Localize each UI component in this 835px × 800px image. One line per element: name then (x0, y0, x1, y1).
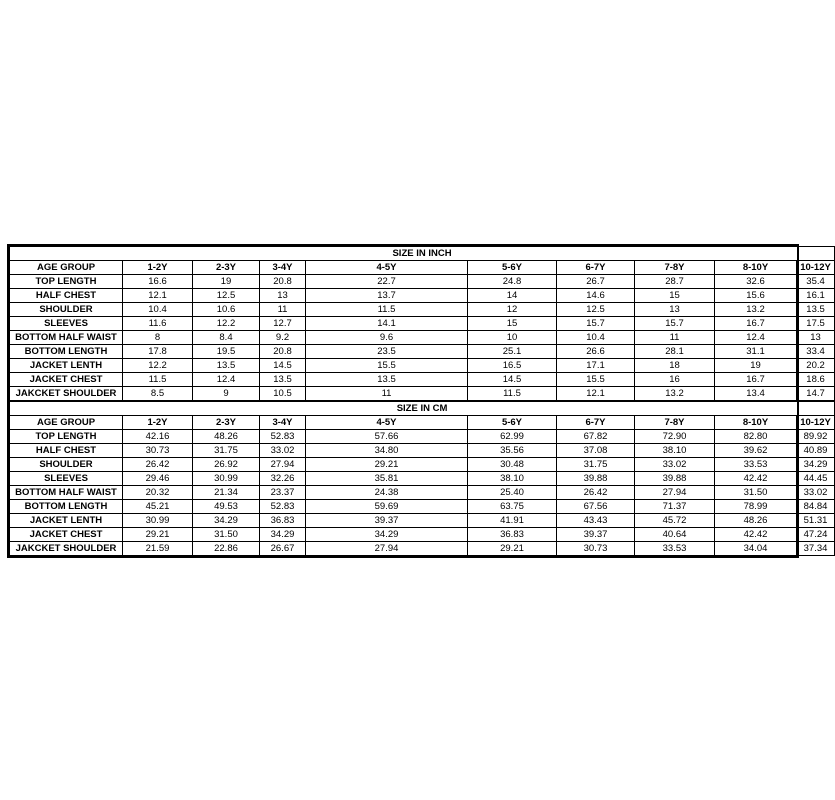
table-row (10, 472, 835, 486)
table-cell: 33.53 (635, 542, 715, 556)
table-cell: 12.4 (193, 373, 260, 387)
table-row (10, 289, 835, 303)
column-header: 3-4Y (260, 416, 306, 430)
table-cell: 14.5 (260, 359, 306, 373)
table-cell: 15.5 (306, 359, 468, 373)
row-label: BOTTOM HALF WAIST (10, 331, 123, 345)
table-cell: 30.99 (193, 472, 260, 486)
table-cell: 12.7 (260, 317, 306, 331)
table-cell: 34.29 (306, 528, 468, 542)
table-cell: 28.1 (635, 345, 715, 359)
table-cell: 27.94 (306, 542, 468, 556)
table-row (10, 359, 835, 373)
table-cell: 39.88 (557, 472, 635, 486)
table-row (10, 317, 835, 331)
row-label: SHOULDER (10, 303, 123, 317)
column-header: 1-2Y (123, 416, 193, 430)
table-cell: 48.26 (193, 430, 260, 444)
table-cell: 82.80 (715, 430, 797, 444)
column-header: 8-10Y (715, 416, 797, 430)
table-cell: 34.04 (715, 542, 797, 556)
table-cell: 19 (715, 359, 797, 373)
table-cell: 11.6 (123, 317, 193, 331)
column-header: 2-3Y (193, 416, 260, 430)
table-cell: 15.6 (715, 289, 797, 303)
row-label: HALF CHEST (10, 289, 123, 303)
table-row (10, 528, 835, 542)
row-label: TOP LENGTH (10, 275, 123, 289)
table-cell: 12.5 (557, 303, 635, 317)
row-label: JACKET LENTH (10, 514, 123, 528)
table-cell: 78.99 (715, 500, 797, 514)
table-cell: 22.7 (306, 275, 468, 289)
table-cell: 11.5 (306, 303, 468, 317)
table-cell: 38.10 (635, 444, 715, 458)
table-cell: 35.56 (468, 444, 557, 458)
table-cell: 45.72 (635, 514, 715, 528)
column-header: 7-8Y (635, 416, 715, 430)
column-header: 5-6Y (468, 416, 557, 430)
table-cell: 39.62 (715, 444, 797, 458)
table-cell: 13.2 (715, 303, 797, 317)
column-header: 7-8Y (635, 261, 715, 275)
table-cell: 35.81 (306, 472, 468, 486)
table-cell: 28.7 (635, 275, 715, 289)
table-cell: 84.84 (797, 500, 835, 514)
table-cell: 25.40 (468, 486, 557, 500)
column-header: 8-10Y (715, 261, 797, 275)
row-label: JACKET LENTH (10, 359, 123, 373)
table-cell: 12.1 (557, 387, 635, 402)
row-label: HALF CHEST (10, 444, 123, 458)
table-cell: 13.5 (797, 303, 835, 317)
table-cell: 37.08 (557, 444, 635, 458)
table-cell: 38.10 (468, 472, 557, 486)
row-label: JACKET CHEST (10, 528, 123, 542)
table-cell: 31.1 (715, 345, 797, 359)
table-cell: 32.6 (715, 275, 797, 289)
table-cell: 17.1 (557, 359, 635, 373)
table-cell: 10.4 (123, 303, 193, 317)
table-row (10, 345, 835, 359)
table-cell: 48.26 (715, 514, 797, 528)
row-label: JAKCKET SHOULDER (10, 542, 123, 556)
row-label: BOTTOM LENGTH (10, 345, 123, 359)
table-cell: 16.1 (797, 289, 835, 303)
table-cell: 20.8 (260, 275, 306, 289)
table-cell: 25.1 (468, 345, 557, 359)
table-cell: 27.94 (635, 486, 715, 500)
table-cell: 21.34 (193, 486, 260, 500)
table-cell: 37.34 (797, 542, 835, 556)
table-cell: 19 (193, 275, 260, 289)
table-cell: 26.42 (123, 458, 193, 472)
table-cell: 12.4 (715, 331, 797, 345)
table-cell: 12.1 (123, 289, 193, 303)
column-header: AGE GROUP (10, 261, 123, 275)
column-header: 10-12Y (797, 261, 835, 275)
table-row (10, 486, 835, 500)
column-header: 2-3Y (193, 261, 260, 275)
table-cell: 17.8 (123, 345, 193, 359)
table-cell: 34.80 (306, 444, 468, 458)
table-cell: 18.6 (797, 373, 835, 387)
table-cell: 17.5 (797, 317, 835, 331)
section-title: SIZE IN INCH (10, 247, 835, 261)
row-label: JAKCKET SHOULDER (10, 387, 123, 402)
table-cell: 10 (468, 331, 557, 345)
table-cell: 13.4 (715, 387, 797, 402)
table-cell: 8.4 (193, 331, 260, 345)
table-cell: 22.86 (193, 542, 260, 556)
row-label: BOTTOM LENGTH (10, 500, 123, 514)
table-cell: 11.5 (123, 373, 193, 387)
table-cell: 23.5 (306, 345, 468, 359)
table-cell: 20.32 (123, 486, 193, 500)
table-cell: 13.5 (260, 373, 306, 387)
table-row (10, 458, 835, 472)
table-cell: 43.43 (557, 514, 635, 528)
table-cell: 15 (468, 317, 557, 331)
header-row (10, 261, 835, 275)
row-label: TOP LENGTH (10, 430, 123, 444)
table-cell: 36.83 (468, 528, 557, 542)
table-row (10, 430, 835, 444)
table-row (10, 542, 835, 556)
table-cell: 33.4 (797, 345, 835, 359)
table-cell: 52.83 (260, 430, 306, 444)
column-header: 10-12Y (797, 416, 835, 430)
table-cell: 32.26 (260, 472, 306, 486)
table-cell: 42.42 (715, 528, 797, 542)
table-cell: 14.5 (468, 373, 557, 387)
table-cell: 13.7 (306, 289, 468, 303)
column-header: 1-2Y (123, 261, 193, 275)
table-cell: 89.92 (797, 430, 835, 444)
table-cell: 14 (468, 289, 557, 303)
table-cell: 44.45 (797, 472, 835, 486)
table-row (10, 275, 835, 289)
table-cell: 29.46 (123, 472, 193, 486)
table-cell: 29.21 (468, 542, 557, 556)
size-table (9, 246, 835, 556)
table-cell: 33.53 (715, 458, 797, 472)
column-header: 4-5Y (306, 261, 468, 275)
table-cell: 29.21 (123, 528, 193, 542)
table-cell: 30.48 (468, 458, 557, 472)
table-cell: 11.5 (468, 387, 557, 402)
table-cell: 67.82 (557, 430, 635, 444)
table-cell: 16.7 (715, 373, 797, 387)
table-cell: 30.73 (557, 542, 635, 556)
row-label: SLEEVES (10, 317, 123, 331)
table-cell: 15 (635, 289, 715, 303)
table-cell: 9.2 (260, 331, 306, 345)
table-cell: 19.5 (193, 345, 260, 359)
table-cell: 23.37 (260, 486, 306, 500)
table-cell: 47.24 (797, 528, 835, 542)
table-cell: 16.6 (123, 275, 193, 289)
table-cell: 15.7 (635, 317, 715, 331)
table-cell: 24.38 (306, 486, 468, 500)
column-header: 6-7Y (557, 261, 635, 275)
table-cell: 34.29 (260, 528, 306, 542)
table-cell: 57.66 (306, 430, 468, 444)
table-cell: 12.2 (123, 359, 193, 373)
table-cell: 11 (260, 303, 306, 317)
table-cell: 39.37 (557, 528, 635, 542)
table-cell: 9 (193, 387, 260, 402)
table-cell: 13.5 (193, 359, 260, 373)
table-cell: 29.21 (306, 458, 468, 472)
table-cell: 9.6 (306, 331, 468, 345)
table-cell: 52.83 (260, 500, 306, 514)
table-cell: 63.75 (468, 500, 557, 514)
table-row (10, 444, 835, 458)
table-cell: 31.50 (715, 486, 797, 500)
table-cell: 67.56 (557, 500, 635, 514)
table-cell: 30.99 (123, 514, 193, 528)
row-label: JACKET CHEST (10, 373, 123, 387)
table-cell: 13 (260, 289, 306, 303)
table-cell: 26.42 (557, 486, 635, 500)
table-cell: 11 (635, 331, 715, 345)
table-cell: 11 (306, 387, 468, 402)
section-title-row (10, 247, 835, 261)
table-row (10, 331, 835, 345)
table-cell: 36.83 (260, 514, 306, 528)
table-cell: 33.02 (797, 486, 835, 500)
table-cell: 15.5 (557, 373, 635, 387)
size-table-body (10, 247, 835, 556)
table-cell: 71.37 (635, 500, 715, 514)
table-cell: 72.90 (635, 430, 715, 444)
table-cell: 40.89 (797, 444, 835, 458)
table-cell: 51.31 (797, 514, 835, 528)
table-cell: 40.64 (635, 528, 715, 542)
table-cell: 14.6 (557, 289, 635, 303)
table-cell: 10.6 (193, 303, 260, 317)
table-cell: 20.8 (260, 345, 306, 359)
column-header: 5-6Y (468, 261, 557, 275)
table-cell: 14.1 (306, 317, 468, 331)
table-cell: 39.37 (306, 514, 468, 528)
table-cell: 13 (797, 331, 835, 345)
table-cell: 8.5 (123, 387, 193, 402)
table-cell: 12 (468, 303, 557, 317)
table-cell: 26.6 (557, 345, 635, 359)
table-cell: 33.02 (260, 444, 306, 458)
column-header: 6-7Y (557, 416, 635, 430)
table-cell: 14.7 (797, 387, 835, 402)
column-header: 3-4Y (260, 261, 306, 275)
table-cell: 13 (635, 303, 715, 317)
table-cell: 21.59 (123, 542, 193, 556)
table-cell: 26.67 (260, 542, 306, 556)
table-cell: 13.5 (306, 373, 468, 387)
table-cell: 30.73 (123, 444, 193, 458)
table-cell: 8 (123, 331, 193, 345)
header-row (10, 416, 835, 430)
table-row (10, 500, 835, 514)
table-cell: 24.8 (468, 275, 557, 289)
table-cell: 12.2 (193, 317, 260, 331)
table-cell: 27.94 (260, 458, 306, 472)
table-row (10, 514, 835, 528)
table-cell: 18 (635, 359, 715, 373)
table-cell: 35.4 (797, 275, 835, 289)
table-cell: 34.29 (193, 514, 260, 528)
table-cell: 31.75 (557, 458, 635, 472)
table-cell: 16.5 (468, 359, 557, 373)
table-cell: 34.29 (797, 458, 835, 472)
table-cell: 16 (635, 373, 715, 387)
table-cell: 39.88 (635, 472, 715, 486)
table-cell: 49.53 (193, 500, 260, 514)
table-cell: 62.99 (468, 430, 557, 444)
row-label: BOTTOM HALF WAIST (10, 486, 123, 500)
table-cell: 16.7 (715, 317, 797, 331)
table-row (10, 387, 835, 402)
table-cell: 59.69 (306, 500, 468, 514)
table-row (10, 303, 835, 317)
table-cell: 42.42 (715, 472, 797, 486)
row-label: SHOULDER (10, 458, 123, 472)
table-cell: 10.5 (260, 387, 306, 402)
table-cell: 13.2 (635, 387, 715, 402)
table-cell: 20.2 (797, 359, 835, 373)
section-title: SIZE IN CM (10, 401, 835, 416)
table-cell: 26.92 (193, 458, 260, 472)
table-row (10, 373, 835, 387)
table-cell: 41.91 (468, 514, 557, 528)
table-cell: 10.4 (557, 331, 635, 345)
row-label: SLEEVES (10, 472, 123, 486)
table-cell: 31.50 (193, 528, 260, 542)
table-cell: 45.21 (123, 500, 193, 514)
size-chart (7, 244, 831, 558)
table-cell: 31.75 (193, 444, 260, 458)
table-cell: 42.16 (123, 430, 193, 444)
column-header: AGE GROUP (10, 416, 123, 430)
column-header: 4-5Y (306, 416, 468, 430)
table-cell: 12.5 (193, 289, 260, 303)
table-cell: 26.7 (557, 275, 635, 289)
table-cell: 15.7 (557, 317, 635, 331)
section-title-row (10, 401, 835, 416)
table-cell: 33.02 (635, 458, 715, 472)
